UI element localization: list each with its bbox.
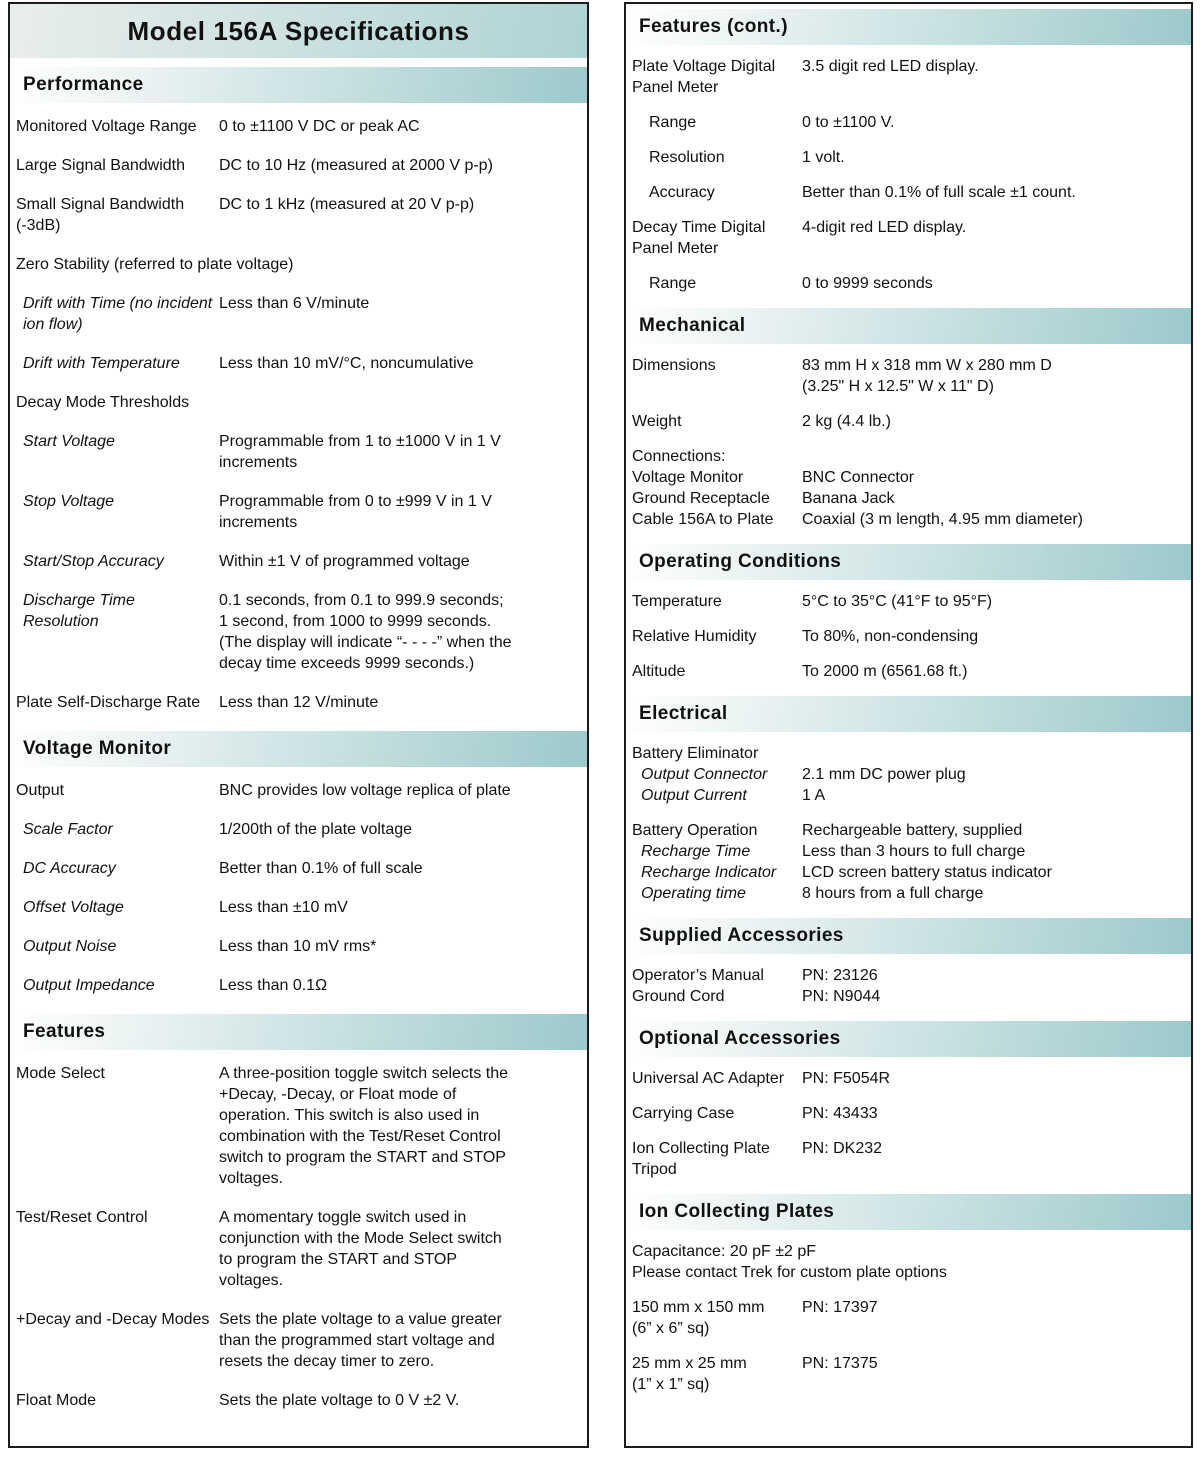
spec-row [10, 780, 587, 801]
spec-value: 1 volt. [802, 149, 845, 166]
spec-label: Mode Select [16, 1065, 105, 1082]
spec-row [626, 862, 1191, 883]
spec-value: PN: 17375 [802, 1355, 878, 1372]
spec-value: Less than 12 V/minute [219, 694, 379, 711]
spec-row [626, 986, 1191, 1007]
spec-row [10, 590, 587, 674]
spec-value: Better than 0.1% of full scale [219, 860, 423, 877]
spec-row [626, 1138, 1191, 1180]
spec-value: PN: 17397 [802, 1299, 878, 1316]
spec-value: Less than 0.1Ω [219, 977, 328, 994]
spec-row [626, 1353, 1191, 1395]
spec-value: Programmable from 1 to ±1000 V in 1 V increments [219, 433, 501, 471]
spec-label: Battery Operation [632, 822, 758, 839]
spec-label: Resolution [649, 149, 725, 166]
spec-label: Output Connector [641, 766, 768, 783]
spec-row [626, 841, 1191, 862]
spec-row [10, 1309, 587, 1372]
spec-row [626, 785, 1191, 806]
spec-value: Programmable from 0 to ±999 V in 1 V increments [219, 493, 492, 531]
spec-label: Drift with Temperature [23, 355, 180, 372]
spec-value: 83 mm H x 318 mm W x 280 mm D (3.25" H x 12.5" W x 11" D) [802, 357, 1052, 395]
spec-label: Output Impedance [23, 977, 155, 994]
spec-label: Ground Receptacle [632, 490, 770, 507]
spec-label: Output Noise [23, 938, 117, 955]
spec-row [10, 1390, 587, 1411]
spec-row [10, 897, 587, 918]
spec-row [626, 820, 1191, 841]
spec-label: Monitored Voltage Range [16, 118, 197, 135]
section-header-features-cont: Features (cont.) [626, 9, 1191, 45]
spec-row [626, 217, 1191, 259]
spec-row [10, 353, 587, 374]
spec-label: Offset Voltage [23, 899, 124, 916]
spec-label: 150 mm x 150 mm (6” x 6” sq) [632, 1299, 765, 1337]
spec-row [626, 488, 1191, 509]
spec-label: Temperature [632, 593, 722, 610]
spec-value: 1/200th of the plate voltage [219, 821, 413, 838]
section-header-mechanical: Mechanical [626, 308, 1191, 344]
spec-label: Operating time [641, 885, 746, 902]
spec-value: Rechargeable battery, supplied [802, 822, 1023, 839]
spec-label: Recharge Indicator [641, 864, 777, 881]
spec-row [10, 819, 587, 840]
spec-label: Battery Eliminator [632, 745, 759, 762]
spec-value: LCD screen battery status indicator [802, 864, 1052, 881]
spec-value: DC to 10 Hz (measured at 2000 V p-p) [219, 157, 493, 174]
spec-value: BNC provides low voltage replica of plate [219, 782, 511, 799]
spec-row [626, 112, 1191, 133]
spec-row [626, 591, 1191, 612]
spec-row [10, 155, 587, 176]
spec-value: BNC Connector [802, 469, 915, 486]
section-header-supplied-accessories: Supplied Accessories [626, 918, 1191, 954]
spec-value: To 80%, non-condensing [802, 628, 979, 645]
spec-row [626, 56, 1191, 98]
spec-row [10, 431, 587, 473]
spec-label: Discharge Time Resolution [23, 592, 135, 630]
section-header-ion-collecting-plates: Ion Collecting Plates [626, 1194, 1191, 1230]
spec-value: Banana Jack [802, 490, 895, 507]
spec-value: PN: 23126 [802, 967, 878, 984]
spec-row [10, 975, 587, 996]
spec-label: Voltage Monitor [632, 469, 744, 486]
spec-value: Better than 0.1% of full scale ±1 count. [802, 184, 1076, 201]
spec-label: DC Accuracy [23, 860, 116, 877]
spec-row [626, 509, 1191, 530]
spec-row [626, 965, 1191, 986]
spec-label: 25 mm x 25 mm (1” x 1” sq) [632, 1355, 747, 1393]
spec-row [626, 883, 1191, 904]
section-header-features: Features [10, 1014, 587, 1050]
spec-label: Zero Stability (referred to plate voltage) [16, 256, 294, 273]
spec-value: 2 kg (4.4 lb.) [802, 413, 891, 430]
spec-label: Decay Mode Thresholds [16, 394, 190, 411]
spec-label: Accuracy [649, 184, 715, 201]
spec-row [10, 254, 587, 275]
spec-value: Sets the plate voltage to a value greater than the programmed start voltage and resets the decay timer to zero. [219, 1311, 502, 1370]
spec-value: Less than 3 hours to full charge [802, 843, 1026, 860]
spec-row [10, 1207, 587, 1291]
spec-value: 0 to ±1100 V DC or peak AC [219, 118, 420, 135]
spec-row [10, 551, 587, 572]
spec-row [10, 1063, 587, 1189]
spec-value: 4-digit red LED display. [802, 219, 967, 236]
spec-row [626, 764, 1191, 785]
spec-value: 5°C to 35°C (41°F to 95°F) [802, 593, 993, 610]
spec-label: Ion Collecting Plate Tripod [632, 1140, 770, 1178]
spec-value: Sets the plate voltage to 0 V ±2 V. [219, 1392, 460, 1409]
spec-value: Less than 10 mV/°C, noncumulative [219, 355, 474, 372]
spec-row [626, 1297, 1191, 1339]
spec-value: PN: DK232 [802, 1140, 883, 1157]
spec-row [626, 446, 1191, 467]
spec-value: Less than 10 mV rms* [219, 938, 377, 955]
spec-row [10, 392, 587, 413]
spec-value: PN: 43433 [802, 1105, 878, 1122]
spec-row [626, 355, 1191, 397]
spec-value: 0 to ±1100 V. [802, 114, 895, 131]
spec-value: 0.1 seconds, from 0.1 to 999.9 seconds; 1 second, from 1000 to 9999 seconds. (The display will indicate “- - - -” when the decay time exceeds 9999 seconds.) [219, 592, 512, 672]
spec-row [10, 491, 587, 533]
spec-label: Decay Time Digital Panel Meter [632, 219, 766, 257]
spec-value: Coaxial (3 m length, 4.95 mm diameter) [802, 511, 1083, 528]
spec-label: Ground Cord [632, 988, 725, 1005]
spec-label: Output Current [641, 787, 747, 804]
section-header-electrical: Electrical [626, 696, 1191, 732]
spec-label: Plate Voltage Digital Panel Meter [632, 58, 776, 96]
spec-row [10, 116, 587, 137]
spec-row [10, 858, 587, 879]
spec-row [10, 293, 587, 335]
spec-label: Output [16, 782, 65, 799]
right-column [624, 2, 1193, 1448]
spec-value: 2.1 mm DC power plug [802, 766, 966, 783]
spec-row [626, 411, 1191, 432]
section-header-performance: Performance [10, 67, 587, 103]
spec-row [10, 194, 587, 236]
spec-row [626, 182, 1191, 203]
page-title: Model 156A Specifications [10, 4, 587, 58]
spec-label: Recharge Time [641, 843, 751, 860]
spec-row [10, 936, 587, 957]
spec-label: Drift with Time (no incident ion flow) [23, 295, 213, 333]
spec-value: 0 to 9999 seconds [802, 275, 933, 292]
spec-row [626, 1068, 1191, 1089]
spec-label: Operator’s Manual [632, 967, 764, 984]
spec-label: Universal AC Adapter [632, 1070, 785, 1087]
spec-value: A three-position toggle switch selects the +Decay, -Decay, or Float mode of operation. This switch is also used in combination with the Test/Reset Control switch to program the START and STOP voltages. [219, 1065, 509, 1187]
section-header-optional-accessories: Optional Accessories [626, 1021, 1191, 1057]
spec-value: 3.5 digit red LED display. [802, 58, 979, 75]
spec-value: A momentary toggle switch used in conjunction with the Mode Select switch to program the START and STOP voltages. [219, 1209, 502, 1289]
section-header-voltage-monitor: Voltage Monitor [10, 731, 587, 767]
spec-label: Range [649, 114, 697, 131]
spec-label: Test/Reset Control [16, 1209, 148, 1226]
spec-label: Weight [632, 413, 682, 430]
left-column [8, 2, 589, 1448]
spec-label: Plate Self-Discharge Rate [16, 694, 201, 711]
spec-label: Large Signal Bandwidth [16, 157, 186, 174]
spec-row [626, 467, 1191, 488]
spec-label: Small Signal Bandwidth (-3dB) [16, 196, 185, 234]
spec-value: 1 A [802, 787, 826, 804]
spec-value: Less than ±10 mV [219, 899, 348, 916]
spec-row [10, 692, 587, 713]
spec-row [626, 743, 1191, 764]
spec-label: Cable 156A to Plate [632, 511, 774, 528]
spec-label: +Decay and -Decay Modes [16, 1311, 210, 1328]
spec-row [626, 626, 1191, 647]
spec-value: PN: N9044 [802, 988, 881, 1005]
spec-value: To 2000 m (6561.68 ft.) [802, 663, 968, 680]
spec-label: Start Voltage [23, 433, 115, 450]
right-sections [626, 9, 1191, 1395]
spec-label: Stop Voltage [23, 493, 115, 510]
left-sections [10, 67, 587, 1411]
spec-value: Within ±1 V of programmed voltage [219, 553, 470, 570]
spec-row [626, 1241, 1191, 1283]
spec-row [626, 661, 1191, 682]
spec-value: 8 hours from a full charge [802, 885, 984, 902]
spec-row [626, 147, 1191, 168]
spec-label: Scale Factor [23, 821, 113, 838]
spec-label: Range [649, 275, 697, 292]
spec-label: Connections: [632, 448, 726, 465]
spec-row [626, 1103, 1191, 1124]
spec-value: PN: F5054R [802, 1070, 891, 1087]
spec-label: Altitude [632, 663, 686, 680]
spec-row [626, 273, 1191, 294]
spec-label: Float Mode [16, 1392, 97, 1409]
spec-value: Less than 6 V/minute [219, 295, 370, 312]
spec-label: Start/Stop Accuracy [23, 553, 164, 570]
spec-label: Relative Humidity [632, 628, 757, 645]
section-header-operating-conditions: Operating Conditions [626, 544, 1191, 580]
spec-label: Dimensions [632, 357, 716, 374]
spec-value: DC to 1 kHz (measured at 20 V p-p) [219, 196, 475, 213]
spec-label: Capacitance: 20 pF ±2 pF Please contact Trek for custom plate options [632, 1243, 947, 1281]
spec-label: Carrying Case [632, 1105, 735, 1122]
